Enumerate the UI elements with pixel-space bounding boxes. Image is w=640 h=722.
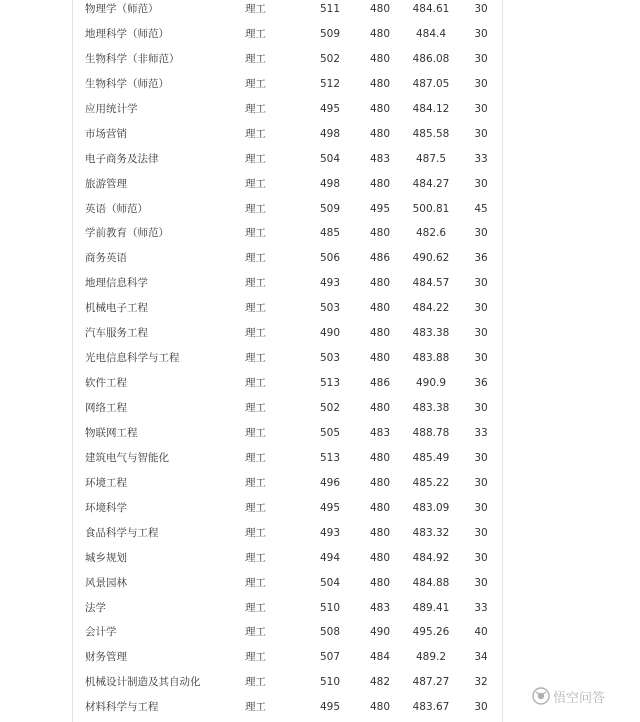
cell-max-score: 504 <box>320 576 341 589</box>
table-row <box>72 321 502 346</box>
cell-max-score: 513 <box>320 451 341 464</box>
cell-rank-value: 30 <box>474 476 488 489</box>
cell-subject-type: 理工 <box>245 102 266 115</box>
cell-rank-value: 40 <box>474 626 488 639</box>
cell-max-score: 511 <box>320 3 341 15</box>
cell-max-score: 506 <box>320 252 341 265</box>
cell-avg-score: 487.5 <box>415 152 447 165</box>
cell-max-score: 485 <box>320 227 341 240</box>
cell-rank-value: 36 <box>474 252 488 265</box>
cell-min-score: 486 <box>369 252 391 265</box>
cell-avg-score: 484.88 <box>412 576 450 589</box>
cell-max-score: 495 <box>320 501 341 514</box>
cell-major-name: 城乡规划 <box>85 551 127 564</box>
cell-avg-score: 485.58 <box>412 127 450 140</box>
table-row <box>72 246 502 271</box>
cell-avg-score: 485.22 <box>412 476 450 489</box>
cell-max-score: 495 <box>320 701 341 714</box>
cell-avg-score: 500.81 <box>412 202 450 215</box>
cell-min-score: 480 <box>369 451 391 464</box>
cell-subject-type: 理工 <box>245 277 266 290</box>
table-row <box>72 221 502 246</box>
cell-major-name: 环境科学 <box>85 501 127 514</box>
cell-avg-score: 483.32 <box>412 526 450 539</box>
cell-avg-score: 484.61 <box>412 3 450 15</box>
cell-max-score: 503 <box>320 302 341 315</box>
cell-major-name: 电子商务及法律 <box>85 152 159 165</box>
cell-rank-value: 30 <box>474 277 488 290</box>
table-row <box>72 645 502 670</box>
table-row <box>72 371 502 396</box>
cell-rank-value: 30 <box>474 77 488 90</box>
cell-min-score: 480 <box>369 501 391 514</box>
cell-major-name: 地理科学（师范） <box>85 27 169 40</box>
table-row <box>72 296 502 321</box>
cell-avg-score: 483.38 <box>412 402 450 414</box>
table-row <box>72 346 502 371</box>
cell-subject-type: 理工 <box>245 451 266 464</box>
cell-min-score: 480 <box>369 52 391 65</box>
cell-max-score: 490 <box>320 327 341 340</box>
cell-min-score: 480 <box>369 277 391 290</box>
cell-subject-type: 理工 <box>245 551 266 564</box>
cell-max-score: 496 <box>320 476 341 489</box>
cell-major-name: 材料科学与工程 <box>85 701 159 714</box>
cell-subject-type: 理工 <box>245 501 266 514</box>
cell-subject-type: 理工 <box>245 676 266 689</box>
table-row <box>72 471 502 496</box>
cell-min-score: 483 <box>369 152 391 165</box>
cell-major-name: 食品科学与工程 <box>85 526 159 539</box>
cell-major-name: 应用统计学 <box>85 102 138 115</box>
cell-rank-value: 30 <box>474 551 488 564</box>
cell-min-score: 484 <box>369 651 391 664</box>
cell-rank-value: 33 <box>474 426 488 439</box>
cell-max-score: 498 <box>320 177 341 190</box>
table-row <box>72 446 502 471</box>
cell-rank-value: 30 <box>474 451 488 464</box>
cell-avg-score: 483.38 <box>412 327 450 340</box>
cell-subject-type: 理工 <box>245 701 266 714</box>
cell-subject-type: 理工 <box>245 27 266 40</box>
cell-min-score: 483 <box>369 426 391 439</box>
cell-max-score: 493 <box>320 277 341 290</box>
cell-rank-value: 30 <box>474 501 488 514</box>
cell-rank-value: 34 <box>474 651 488 664</box>
cell-avg-score: 486.08 <box>412 52 450 65</box>
cell-avg-score: 484.92 <box>412 551 450 564</box>
cell-max-score: 493 <box>320 526 341 539</box>
cell-max-score: 513 <box>320 377 341 390</box>
cell-max-score: 498 <box>320 127 341 140</box>
cell-rank-value: 33 <box>474 601 488 614</box>
cell-min-score: 480 <box>369 102 391 115</box>
cell-max-score: 502 <box>320 402 341 414</box>
cell-subject-type: 理工 <box>245 526 266 539</box>
cell-rank-value: 30 <box>474 701 488 714</box>
cell-rank-value: 30 <box>474 27 488 40</box>
cell-rank-value: 30 <box>474 352 488 365</box>
cell-avg-score: 487.05 <box>412 77 450 90</box>
table-row <box>72 147 502 172</box>
cell-subject-type: 理工 <box>245 177 266 190</box>
table-row <box>72 396 502 421</box>
cell-subject-type: 理工 <box>245 152 266 165</box>
cell-avg-score: 482.6 <box>415 227 447 240</box>
cell-max-score: 508 <box>320 626 341 639</box>
cell-avg-score: 484.22 <box>412 302 450 315</box>
cell-min-score: 480 <box>369 576 391 589</box>
cell-major-name: 生物科学（非师范） <box>85 52 180 65</box>
cell-max-score: 504 <box>320 152 341 165</box>
cell-min-score: 480 <box>369 177 391 190</box>
cell-major-name: 软件工程 <box>85 377 127 390</box>
cell-min-score: 480 <box>369 402 391 414</box>
cell-subject-type: 理工 <box>245 352 266 365</box>
table-row <box>72 72 502 97</box>
table-row <box>72 172 502 197</box>
cell-avg-score: 489.2 <box>415 651 447 664</box>
cell-major-name: 旅游管理 <box>85 177 127 190</box>
cell-avg-score: 488.78 <box>412 426 450 439</box>
cell-min-score: 480 <box>369 526 391 539</box>
cell-major-name: 机械设计制造及其自动化 <box>85 676 201 689</box>
cell-rank-value: 30 <box>474 402 488 414</box>
cell-min-score: 480 <box>369 77 391 90</box>
cell-rank-value: 30 <box>474 526 488 539</box>
cell-rank-value: 30 <box>474 327 488 340</box>
admission-score-table <box>72 0 502 720</box>
cell-major-name: 学前教育（师范） <box>85 227 169 240</box>
table-row <box>72 695 502 720</box>
cell-max-score: 505 <box>320 426 341 439</box>
cell-avg-score: 487.27 <box>412 676 450 689</box>
cell-max-score: 509 <box>320 202 341 215</box>
table-row <box>72 47 502 72</box>
cell-avg-score: 483.88 <box>412 352 450 365</box>
cell-avg-score: 485.49 <box>412 451 450 464</box>
cell-major-name: 法学 <box>85 601 106 614</box>
cell-subject-type: 理工 <box>245 327 266 340</box>
cell-min-score: 480 <box>369 551 391 564</box>
cell-min-score: 483 <box>369 601 391 614</box>
cell-subject-type: 理工 <box>245 402 266 414</box>
cell-rank-value: 30 <box>474 227 488 240</box>
cell-subject-type: 理工 <box>245 426 266 439</box>
cell-major-name: 光电信息科学与工程 <box>85 352 180 365</box>
cell-major-name: 地理信息科学 <box>85 277 148 290</box>
cell-major-name: 网络工程 <box>85 402 127 414</box>
cell-subject-type: 理工 <box>245 626 266 639</box>
cell-subject-type: 理工 <box>245 3 266 15</box>
cell-avg-score: 484.27 <box>412 177 450 190</box>
table-right-border <box>502 0 503 722</box>
table-row <box>72 521 502 546</box>
cell-max-score: 502 <box>320 52 341 65</box>
cell-avg-score: 490.9 <box>415 377 447 390</box>
cell-min-score: 480 <box>369 476 391 489</box>
cell-min-score: 480 <box>369 327 391 340</box>
cell-avg-score: 483.67 <box>412 701 450 714</box>
table-row <box>72 546 502 571</box>
cell-min-score: 482 <box>369 676 391 689</box>
table-row <box>72 271 502 296</box>
cell-min-score: 480 <box>369 701 391 714</box>
cell-major-name: 物联网工程 <box>85 426 138 439</box>
cell-rank-value: 32 <box>474 676 488 689</box>
cell-major-name: 英语（师范） <box>85 202 148 215</box>
cell-min-score: 495 <box>369 202 391 215</box>
cell-major-name: 财务管理 <box>85 651 127 664</box>
cell-subject-type: 理工 <box>245 227 266 240</box>
cell-subject-type: 理工 <box>245 302 266 315</box>
cell-min-score: 480 <box>369 352 391 365</box>
cell-major-name: 风景园林 <box>85 576 127 589</box>
table-row <box>72 197 502 222</box>
cell-rank-value: 36 <box>474 377 488 390</box>
cell-major-name: 生物科学（师范） <box>85 77 169 90</box>
cell-avg-score: 484.4 <box>415 27 447 40</box>
cell-subject-type: 理工 <box>245 476 266 489</box>
cell-rank-value: 30 <box>474 52 488 65</box>
cell-subject-type: 理工 <box>245 77 266 90</box>
table-row <box>72 97 502 122</box>
cell-rank-value: 30 <box>474 576 488 589</box>
cell-avg-score: 483.09 <box>412 501 450 514</box>
cell-major-name: 市场营销 <box>85 127 127 140</box>
cell-major-name: 汽车服务工程 <box>85 327 148 340</box>
cell-avg-score: 495.26 <box>412 626 450 639</box>
cell-max-score: 507 <box>320 651 341 664</box>
cell-subject-type: 理工 <box>245 127 266 140</box>
cell-max-score: 495 <box>320 102 341 115</box>
table-row <box>72 0 502 22</box>
cell-min-score: 490 <box>369 626 391 639</box>
cell-min-score: 480 <box>369 302 391 315</box>
cell-rank-value: 30 <box>474 102 488 115</box>
cell-subject-type: 理工 <box>245 202 266 215</box>
cell-major-name: 建筑电气与智能化 <box>85 451 169 464</box>
cell-major-name: 机械电子工程 <box>85 302 148 315</box>
cell-min-score: 480 <box>369 127 391 140</box>
table-row <box>72 122 502 147</box>
cell-subject-type: 理工 <box>245 651 266 664</box>
cell-min-score: 480 <box>369 227 391 240</box>
table-row <box>72 571 502 596</box>
table-row <box>72 421 502 446</box>
table-row <box>72 596 502 621</box>
cell-subject-type: 理工 <box>245 377 266 390</box>
cell-major-name: 环境工程 <box>85 476 127 489</box>
table-row <box>72 670 502 695</box>
cell-max-score: 512 <box>320 77 341 90</box>
cell-min-score: 486 <box>369 377 391 390</box>
cell-avg-score: 490.62 <box>412 252 450 265</box>
cell-max-score: 509 <box>320 27 341 40</box>
cell-rank-value: 45 <box>474 202 488 215</box>
cell-max-score: 494 <box>320 551 341 564</box>
cell-major-name: 商务英语 <box>85 252 127 265</box>
cell-rank-value: 30 <box>474 127 488 140</box>
wukong-logo-icon <box>532 687 550 705</box>
cell-subject-type: 理工 <box>245 252 266 265</box>
cell-subject-type: 理工 <box>245 601 266 614</box>
cell-rank-value: 33 <box>474 152 488 165</box>
table-row <box>72 22 502 47</box>
cell-max-score: 510 <box>320 676 341 689</box>
table-row <box>72 496 502 521</box>
cell-rank-value: 30 <box>474 302 488 315</box>
watermark-text: 悟空问答 <box>553 690 606 706</box>
watermark <box>532 684 605 708</box>
cell-max-score: 503 <box>320 352 341 365</box>
cell-max-score: 510 <box>320 601 341 614</box>
cell-rank-value: 30 <box>474 3 488 15</box>
cell-avg-score: 484.57 <box>412 277 450 290</box>
cell-min-score: 480 <box>369 3 391 15</box>
cell-rank-value: 30 <box>474 177 488 190</box>
cell-major-name: 会计学 <box>85 626 117 639</box>
cell-avg-score: 489.41 <box>412 601 450 614</box>
cell-major-name: 物理学（师范） <box>85 3 159 15</box>
cell-min-score: 480 <box>369 27 391 40</box>
table-row <box>72 620 502 645</box>
cell-subject-type: 理工 <box>245 576 266 589</box>
cell-avg-score: 484.12 <box>412 102 450 115</box>
cell-subject-type: 理工 <box>245 52 266 65</box>
